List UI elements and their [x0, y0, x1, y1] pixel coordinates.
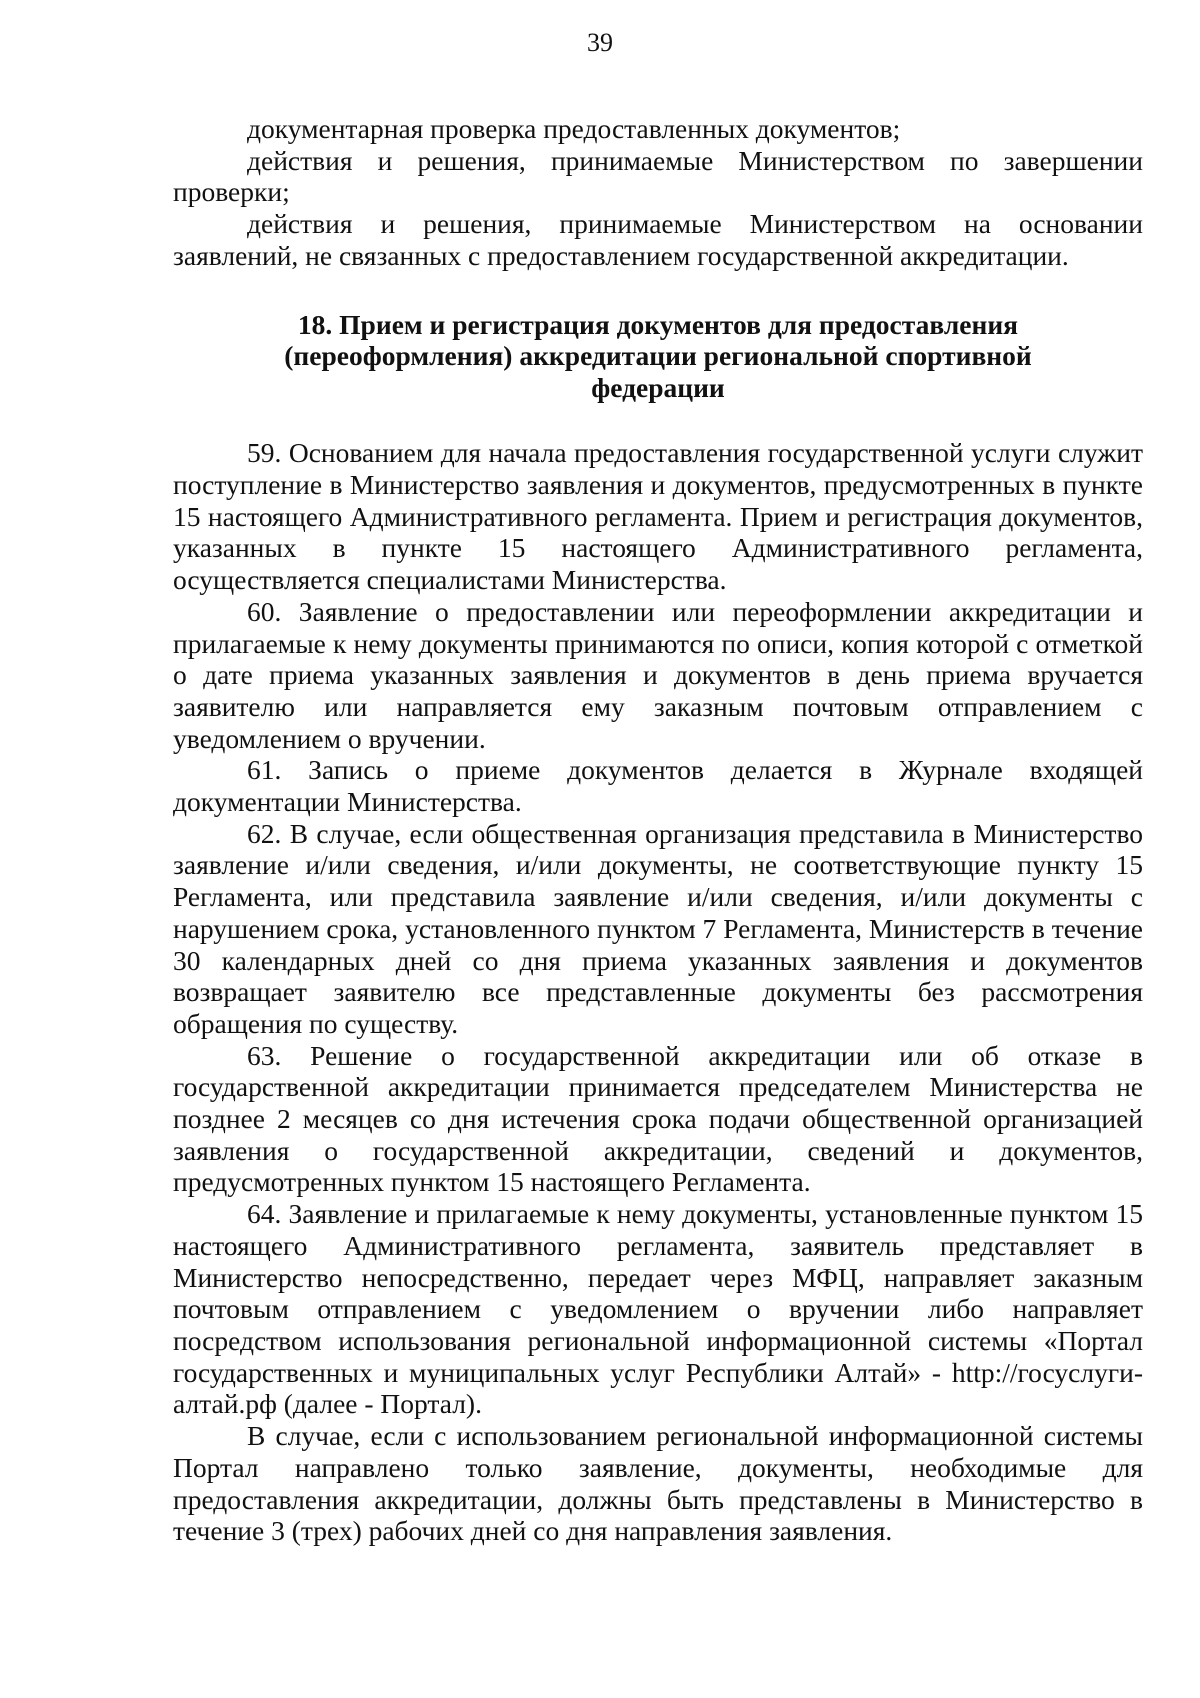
document-body	[173, 113, 1143, 1547]
intro-item: действия и решения, принимаемые Министерством на основании заявлений, не связанных с предоставлением государственной аккредитации.	[173, 208, 1143, 271]
section-paragraphs	[173, 437, 1143, 1547]
page-number: 39	[587, 28, 613, 57]
paragraph-60: 60. Заявление о предоставлении или переоформлении аккредитации и прилагаемые к нему документы принимаются по описи, копия которой с отметкой о дате приема указанных заявления и документов в день приема вручается заявителю или направляется ему заказным почтовым отправлением с уведомлением о вручении.	[173, 595, 1143, 754]
paragraph-63: 63. Решение о государственной аккредитации или об отказе в государственной аккредитации принимается председателем Министерства не позднее 2 месяцев со дня истечения срока подачи общественной организацией заявления о государственной аккредитации, сведений и документов, предусмотренных пунктом 15 настоящего Регламента.	[173, 1039, 1143, 1198]
section-heading-line: 18. Прием и регистрация документов для предоставления	[297, 308, 1019, 340]
section-heading	[173, 309, 1143, 404]
paragraph-61: 61. Запись о приеме документов делается в Журнале входящей документации Министерства.	[173, 754, 1143, 818]
paragraph-62: 62. В случае, если общественная организация представила в Министерство заявление и/или сведения, и/или документы, не соответствующие пункту 15 Регламента, или представила заявление и/или сведения, и/или документы с нарушением срока, установленного пунктом 7 Регламента, Министерств в течение 30 календарных дней со дня приема указанных заявления и документов возвращает заявителю все представленные документы без рассмотрения обращения по существу.	[173, 817, 1143, 1039]
section-heading-line: федерации	[591, 371, 725, 403]
section-heading-line: (переоформления) аккредитации региональной спортивной	[284, 340, 1032, 372]
intro-item: документарная проверка предоставленных документов;	[247, 113, 901, 144]
paragraph-portal-note: В случае, если с использованием региональной информационной системы Портал направлено только заявление, документы, необходимые для предоставления аккредитации, должны быть представлены в Министерство в течение 3 (трех) рабочих дней со дня направления заявления.	[173, 1420, 1143, 1547]
paragraph-59: 59. Основанием для начала предоставления государственной услуги служит поступление в Министерство заявления и документов, предусмотренных в пункте 15 настоящего Административного регламента. Прием и регистрация документов, указанных в пункте 15 настоящего Административного регламента, осуществляется специалистами Министерства.	[173, 437, 1143, 596]
intro-list	[173, 113, 1143, 272]
paragraph-64: 64. Заявление и прилагаемые к нему документы, установленные пунктом 15 настоящего Административного регламента, заявитель представляет в Министерство непосредственно, передает через МФЦ, направляет заказным почтовым отправлением с уведомлением о вручении либо направляет посредством использования региональной информационной системы «Портал государственных и муниципальных услуг Республики Алтай» - http://госуслуги-алтай.рф (далее - Портал).	[173, 1198, 1143, 1420]
intro-item: действия и решения, принимаемые Министерством по завершении проверки;	[173, 144, 1143, 208]
